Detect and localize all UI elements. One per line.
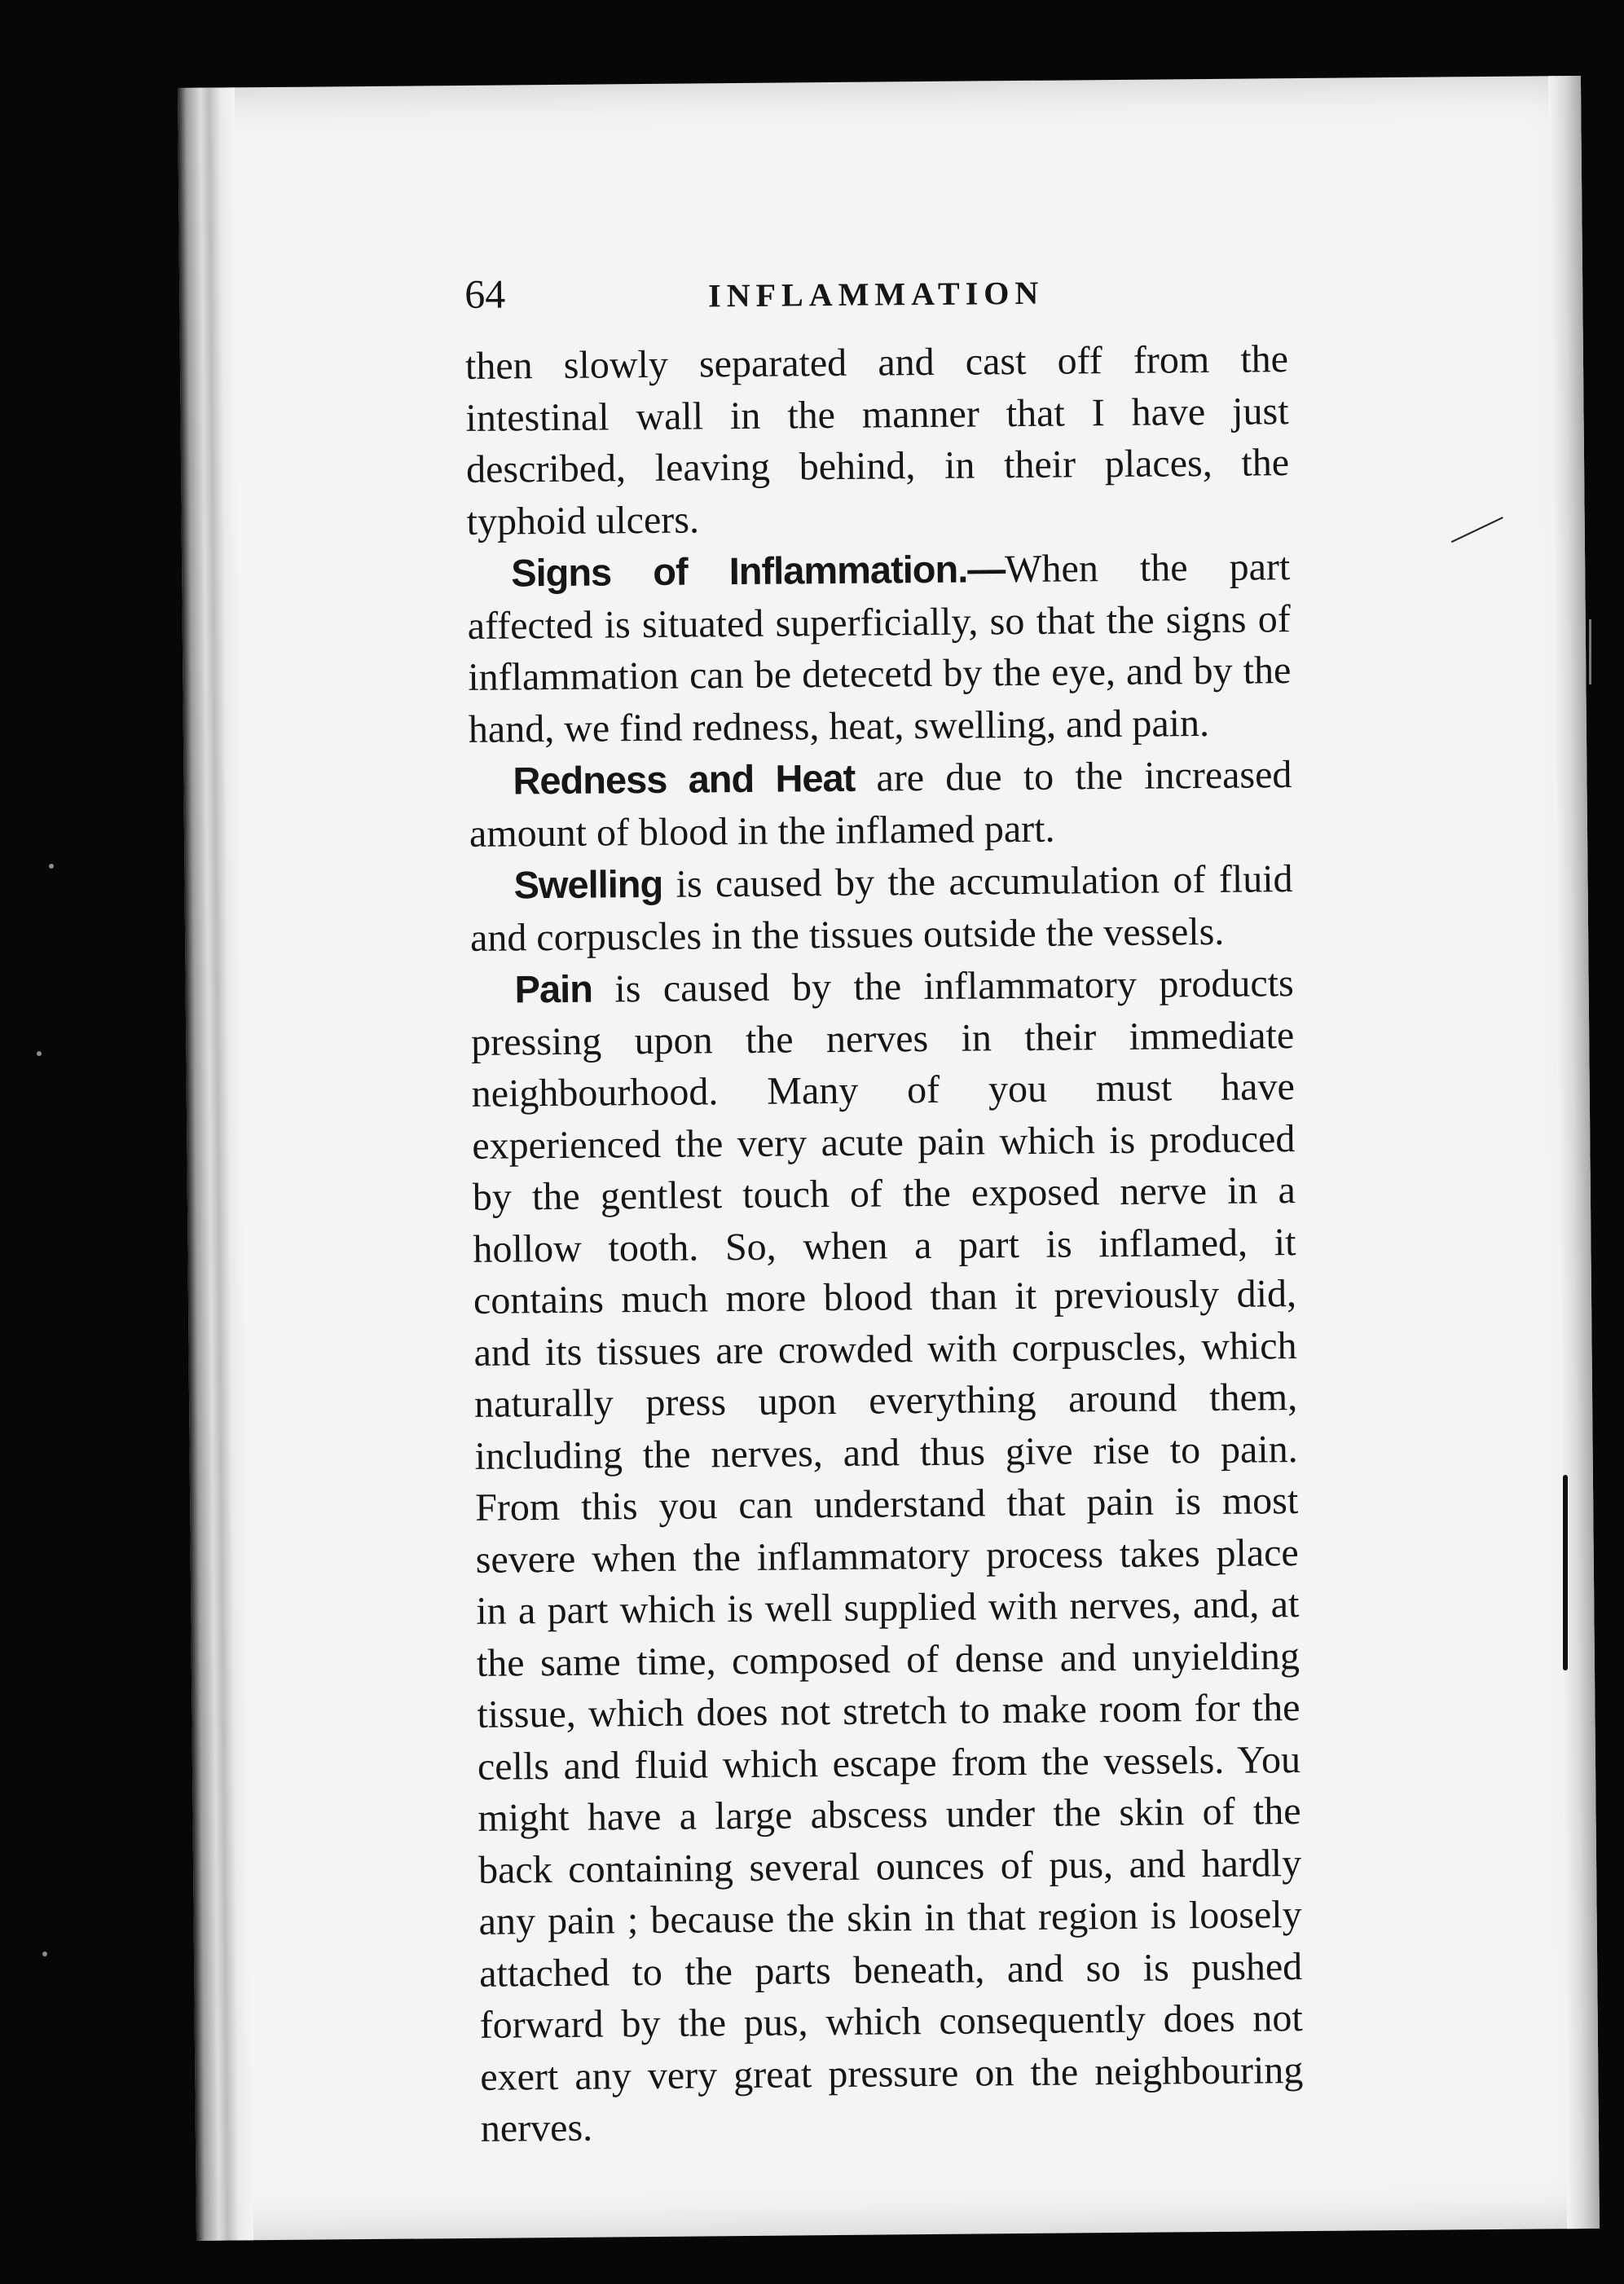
paragraph-swelling (469, 852, 1293, 964)
dust-speck (37, 1051, 42, 1056)
page-edge (1548, 76, 1600, 2229)
paragraph-body: is caused by the inflammatory products pressing upon the nerves in their immediate neighbourhood. Many of you must have experienced the very acute pain which is produced by the gentlest touch of the exposed nerve in a hollow tooth. So, when a part is inflamed, it contains much more blood than it previously did, and its tissues are crowded with corpuscles, which naturally press upon everything around them, including the nerves, and thus give rise to pain. From this you can understand that pain is most severe when the inflammatory process takes place in a part which is well supplied with nerves, and, at the same time, composed of dense and unyielding tissue, which does not stretch to make room for the cells and fluid which escape from the vessels. You might have a large abscess under the skin of the back containing several ounces of pus, and hardly any pain ; because the skin in that region is loosely attached to the parts beneath, and so is pushed forward by the pus, which consequently does not exert any very great pressure on the neighbouring nerves. (471, 962, 1304, 2150)
paragraph-pain (470, 957, 1304, 2154)
section-heading: Redness and Heat (513, 755, 856, 803)
book-gutter (178, 87, 253, 2241)
margin-bracket-mark (1563, 1475, 1568, 1670)
section-heading: Swelling (513, 861, 663, 907)
paragraph-redness-heat (469, 748, 1292, 860)
pencil-mark (1451, 517, 1503, 543)
running-head: INFLAMMATION (707, 274, 1045, 315)
page-header (464, 262, 1288, 337)
text-block (464, 262, 1304, 2154)
dust-speck (42, 1952, 47, 1956)
section-heading: Signs of Inflammation.— (510, 547, 1006, 595)
paragraph-signs (467, 540, 1292, 755)
section-heading: Pain (514, 966, 593, 1011)
dust-speck (49, 864, 54, 869)
margin-tick-mark (1589, 619, 1591, 684)
page-sheet (178, 76, 1600, 2241)
page-number: 64 (464, 271, 506, 317)
paragraph-body: When the part affected is situated superficially, so that the signs of inflammation can be detecetd by the eye, and by the hand, we find redness, heat, swelling, and pain. (467, 545, 1292, 751)
paragraph-body: are due to the increased amount of blood in the inflamed part. (469, 753, 1292, 856)
paragraph-continued: then slowly separated and cast off from the intestinal wall in the manner that I have just described, leaving behind, in their places, the typhoid ulcers. (464, 337, 1290, 543)
paragraph-body: is caused by the accumulation of fluid and corpuscles in the tissues outside the vessels. (469, 857, 1293, 960)
